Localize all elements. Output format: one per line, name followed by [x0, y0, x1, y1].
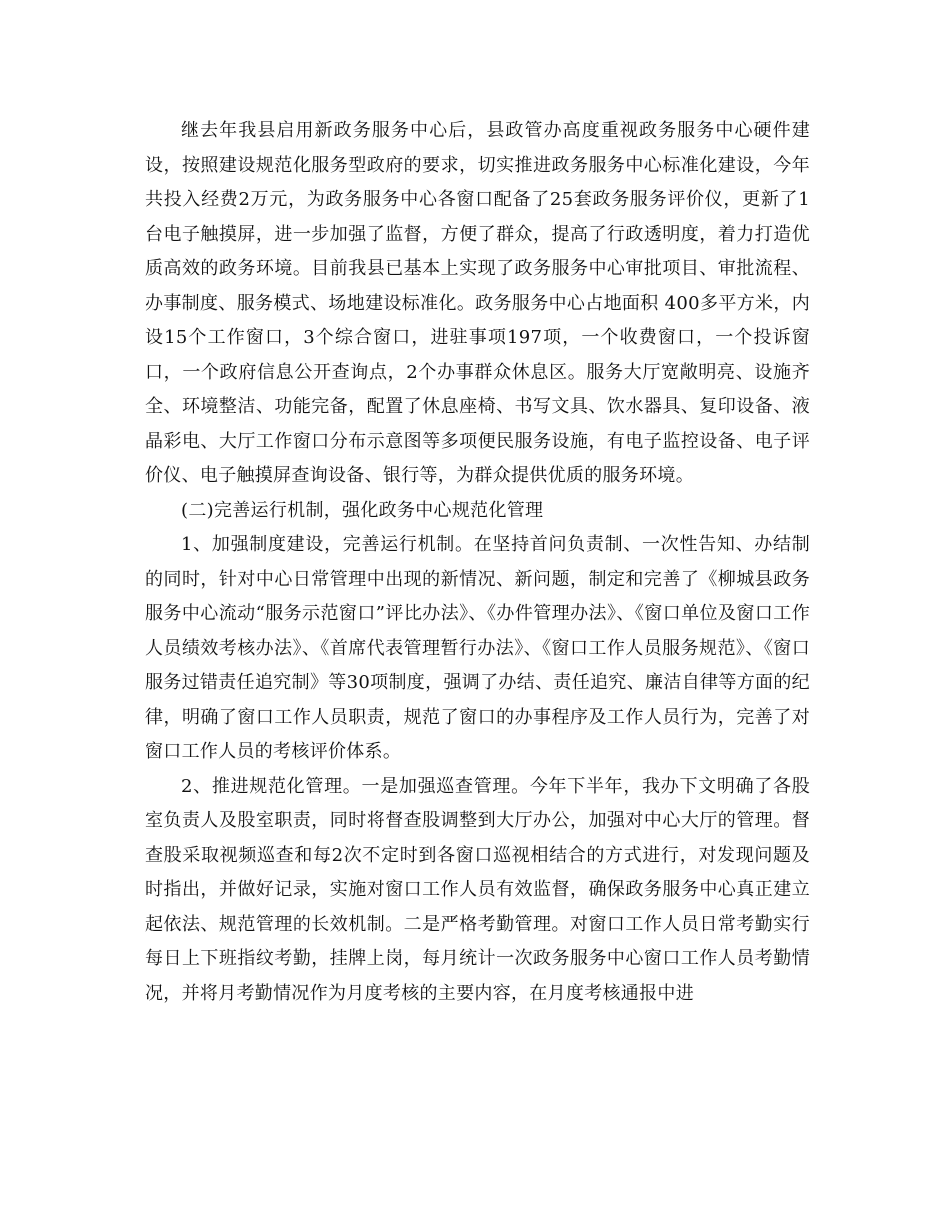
paragraph-hardware-construction: 继去年我县启用新政务服务中心后，县政管办高度重视政务服务中心硬件建设，按照建设规范化服务型政府的要求，切实推进政务服务中心标准化建设，今年共投入经费2万元，为政务服务中心各窗口配备了25套政务服务评价仪，更新了1台电子触摸屏，进一步加强了监督，方便了群众，提高了行政透明度，着力打造优质高效的政务环境。目前我县已基本上实现了政务服务中心审批项目、审批流程、办事制度、服务模式、场地建设标准化。政务服务中心占地面积 400多平方米，内设15个工作窗口，3个综合窗口，进驻事项197项，一个收费窗口，一个投诉窗口，一个政府信息公开查询点，2个办事群众休息区。服务大厅宽敞明亮、设施齐全、环境整洁、功能完备，配置了休息座椅、书写文具、饮水器具、复印设备、液晶彩电、大厅工作窗口分布示意图等多项便民服务设施，有电子监控设备、电子评价仪、电子触摸屏查询设备、银行等，为群众提供优质的服务环境。: [145, 120, 810, 486]
document-body: [145, 114, 810, 1011]
paragraph-standardized-management: 2、推进规范化管理。一是加强巡查管理。今年下半年，我办下文明确了各股室负责人及股室职责，同时将督查股调整到大厅办公，加强对中心大厅的管理。督查股采取视频巡查和每2次不定时到各窗口巡视相结合的方式进行，对发现问题及时指出，并做好记录，实施对窗口工作人员有效监督，确保政务服务中心真正建立起依法、规范管理的长效机制。二是严格考勤管理。对窗口工作人员日常考勤实行每日上下班指纹考勤，挂牌上岗，每月统计一次政务服务中心窗口工作人员考勤情况，并将月考勤情况作为月度考核的主要内容，在月度考核通报中进: [145, 775, 810, 1004]
section-heading-operating-mechanism: (二)完善运行机制，强化政务中心规范化管理: [181, 499, 544, 521]
paragraph-system-construction: 1、加强制度建设，完善运行机制。在坚持首问负责制、一次性告知、办结制的同时，针对中心日常管理中出现的新情况、新问题，制定和完善了《柳城县政务服务中心流动“服务示范窗口”评比办法》、《办件管理办法》、《窗口单位及窗口工作人员绩效考核办法》、《首席代表管理暂行办法》、《窗口工作人员服务规范》、《窗口服务过错责任追究制》等30项制度，强调了办结、责任追究、廉洁自律等方面的纪律，明确了窗口工作人员职责，规范了窗口的办事程序及工作人员行为，完善了对窗口工作人员的考核评价体系。: [145, 534, 810, 762]
